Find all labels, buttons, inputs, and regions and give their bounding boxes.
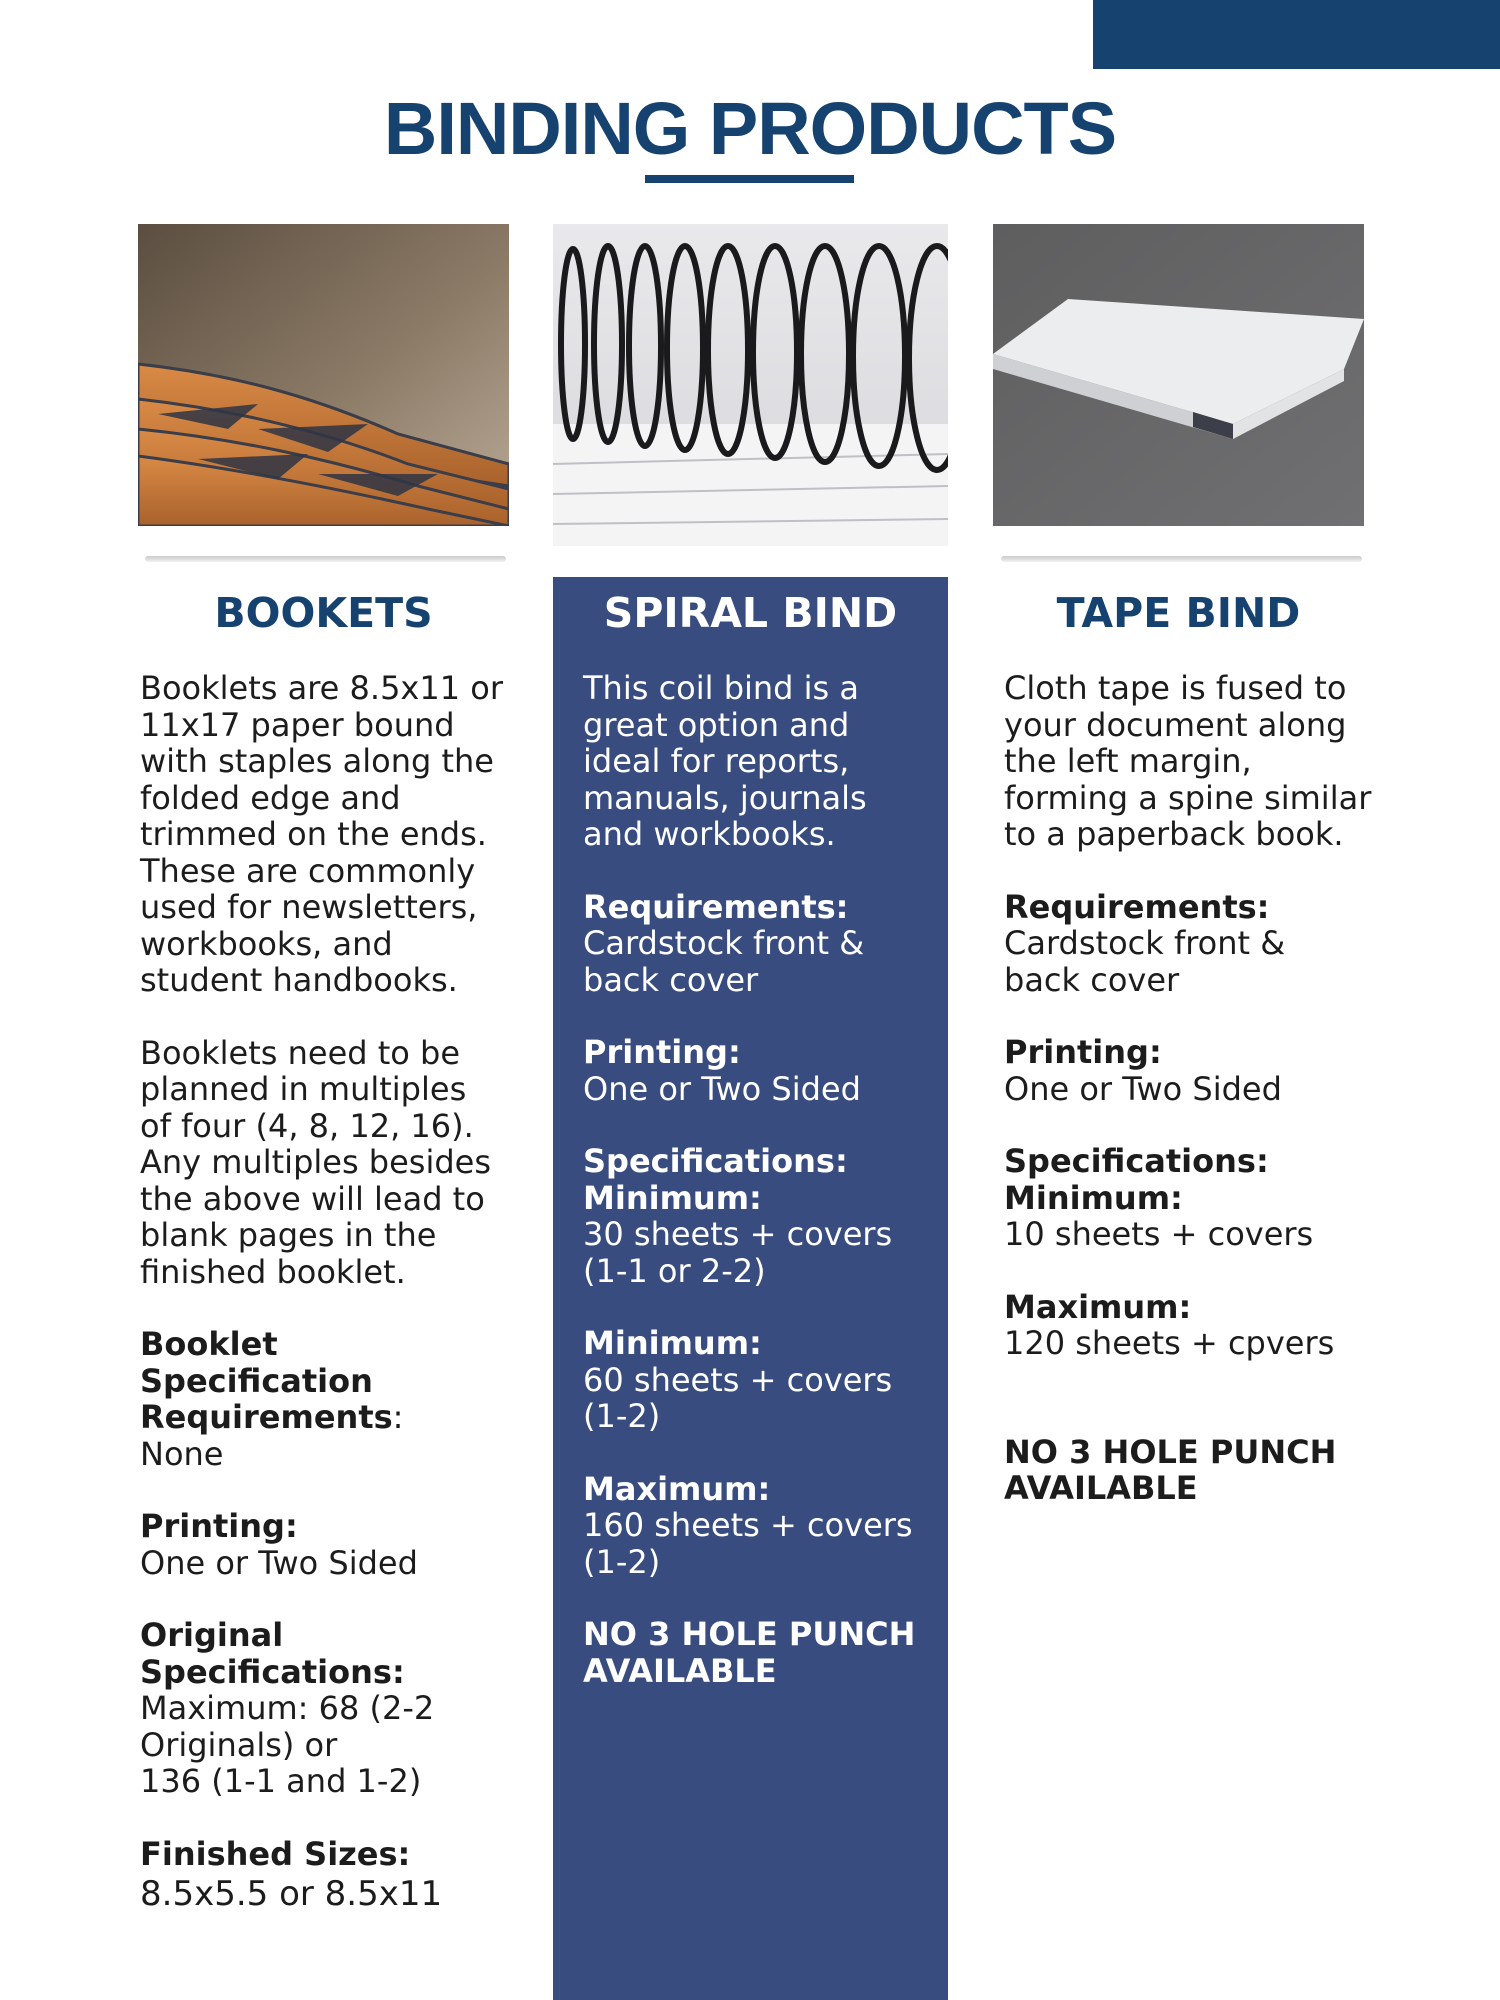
text-line: blank pages in the — [140, 1216, 437, 1254]
spiral-title: SPIRAL BIND — [603, 589, 898, 637]
text-line: with staples along the — [140, 742, 494, 780]
requirements-label: Requirements: — [1004, 887, 1270, 926]
finished-sizes-label: Finished Sizes: — [140, 1834, 411, 1873]
page-title: BINDING PRODUCTS — [383, 87, 1117, 170]
text-line: student handbooks. — [140, 961, 458, 999]
text-line: These are commonly — [140, 851, 476, 890]
original-specs-value: Maximum: 68 (2-2 — [140, 1689, 435, 1727]
text-line: folded edge and — [140, 778, 401, 817]
printing-value: One or Two Sided — [1004, 1069, 1282, 1108]
tape-photo — [993, 224, 1364, 526]
corner-accent-bar — [1093, 0, 1500, 69]
maximum-label: Maximum: — [583, 1469, 771, 1508]
text-line: Cloth tape is fused to — [1004, 669, 1347, 707]
original-specs-label: Specifications: — [140, 1652, 405, 1691]
minimum-label: Minimum: — [583, 1178, 762, 1217]
notice-text: NO 3 HOLE PUNCH — [583, 1615, 916, 1653]
bookets-photo-shadow — [145, 556, 506, 562]
text-line: the left margin, — [1004, 742, 1252, 780]
text-line: Booklets need to be — [140, 1033, 461, 1072]
minimum-value: (1-2) — [583, 1397, 661, 1435]
text-line: used for newsletters, — [140, 888, 478, 926]
maximum-label: Maximum: — [1004, 1287, 1192, 1326]
spec-requirements-value: None — [140, 1434, 224, 1473]
requirements-label: Requirements: — [583, 887, 849, 926]
original-specs-value: 136 (1-1 and 1-2) — [140, 1762, 422, 1800]
minimum-label: Minimum: — [1004, 1178, 1183, 1217]
text-line: to a paperback book. — [1004, 815, 1344, 853]
text-line: trimmed on the ends. — [140, 815, 487, 853]
notice-text: NO 3 HOLE PUNCH — [1004, 1432, 1337, 1471]
text-line: and workbooks. — [583, 815, 836, 853]
requirements-value: Cardstock front & — [583, 924, 865, 962]
title-underline — [645, 175, 854, 183]
original-specs-value: Originals) or — [140, 1725, 338, 1764]
printing-label: Printing: — [1004, 1033, 1162, 1071]
text-line: of four (4, 8, 12, 16). — [140, 1106, 474, 1145]
minimum-label: Minimum: — [583, 1324, 762, 1362]
tape-title: TAPE BIND — [1056, 589, 1301, 637]
text-line: forming a spine similar — [1004, 778, 1372, 817]
specifications-label: Specifications: — [583, 1142, 848, 1180]
spiral-description — [583, 670, 943, 1689]
text-line: finished booklet. — [140, 1252, 406, 1291]
text-line: the above will lead to — [140, 1179, 485, 1218]
notice-text: AVAILABLE — [1004, 1469, 1198, 1507]
text-line: planned in multiples — [140, 1070, 467, 1108]
printing-label: Printing: — [140, 1507, 298, 1545]
minimum-value: (1-1 or 2-2) — [583, 1251, 766, 1290]
printing-value: One or Two Sided — [583, 1069, 861, 1108]
minimum-value: 30 sheets + covers — [583, 1215, 893, 1253]
bookets-title: BOOKETS — [214, 589, 433, 637]
minimum-value: 60 sheets + covers — [583, 1360, 893, 1399]
bookets-photo — [138, 224, 509, 526]
spec-requirements-label: Requirements — [140, 1398, 393, 1436]
spec-requirements-label: Booklet Specification — [140, 1325, 373, 1400]
maximum-value: 120 sheets + cpvers — [1004, 1324, 1335, 1362]
spiral-photo — [553, 224, 948, 546]
text-line: This coil bind is a — [583, 669, 859, 707]
specifications-label: Specifications: — [1004, 1142, 1269, 1180]
printing-value: One or Two Sided — [140, 1543, 418, 1582]
printing-label: Printing: — [583, 1033, 741, 1071]
bookets-description — [140, 670, 520, 1916]
notice-text: AVAILABLE — [583, 1651, 777, 1690]
minimum-value: 10 sheets + covers — [1004, 1215, 1314, 1253]
tape-photo-shadow — [1001, 556, 1362, 562]
original-specs-label: Original — [140, 1616, 284, 1654]
tape-description — [1004, 670, 1384, 1507]
text-line: great option and — [583, 705, 850, 744]
requirements-value: back cover — [1004, 960, 1180, 999]
requirements-value: back cover — [583, 960, 759, 999]
text-line: Any multiples besides — [140, 1143, 492, 1181]
text-line: manuals, journals — [583, 778, 867, 817]
text-line: 11x17 paper bound — [140, 705, 455, 744]
text-line: Booklets are 8.5x11 or — [140, 669, 503, 707]
requirements-value: Cardstock front & — [1004, 924, 1286, 962]
text-line: ideal for reports, — [583, 742, 850, 780]
text-line: your document along — [1004, 705, 1347, 744]
colon: : — [392, 1398, 404, 1436]
maximum-value: 160 sheets + covers — [583, 1506, 913, 1544]
maximum-value: (1-2) — [583, 1542, 661, 1581]
finished-sizes-value: 8.5x5.5 or 8.5x11 — [140, 1874, 443, 1914]
text-line: workbooks, and — [140, 924, 393, 963]
